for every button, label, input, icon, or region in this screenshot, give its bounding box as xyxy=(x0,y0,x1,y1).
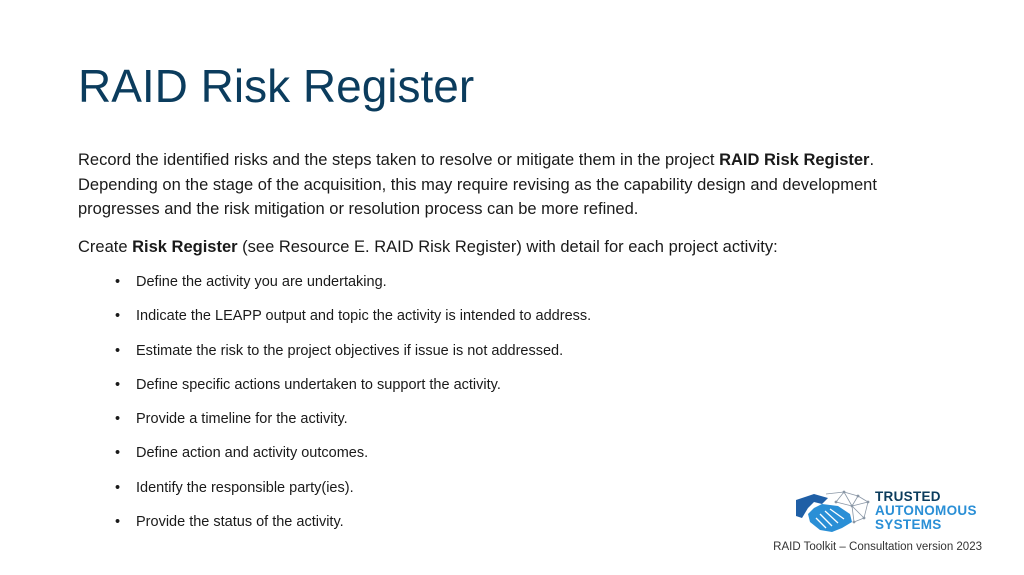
bullet-text: Estimate the risk to the project objectives if issue is not addressed. xyxy=(136,342,564,359)
list-item xyxy=(112,478,591,512)
handshake-network-icon xyxy=(792,488,872,536)
bullet-text: Define action and activity outcomes. xyxy=(136,445,369,462)
logo-line-trusted: TRUSTED xyxy=(875,489,941,504)
trusted-autonomous-systems-logo xyxy=(792,488,992,538)
bullet-icon: • xyxy=(115,445,121,462)
activity-bullet-list xyxy=(112,272,591,546)
create-paragraph xyxy=(78,235,958,259)
bullet-text: Indicate the LEAPP output and topic the activity is intended to address. xyxy=(136,308,592,325)
logo-wordmark xyxy=(875,490,977,532)
create-text-1: Create xyxy=(78,238,133,256)
bullet-icon: • xyxy=(115,308,121,325)
bullet-icon: • xyxy=(115,342,121,359)
list-item xyxy=(112,341,591,375)
bullet-text: Define the activity you are undertaking. xyxy=(136,274,387,290)
footer-caption: RAID Toolkit – Consultation version 2023 xyxy=(773,541,982,553)
slide-title: RAID Risk Register xyxy=(78,60,475,112)
list-item xyxy=(112,272,591,306)
bullet-text: Define specific actions undertaken to support the activity. xyxy=(136,376,501,393)
intro-text-2: . Depending on the stage of the acquisition, this may require revising as the capability design and development progresses and the risk mitigation or resolution process can be more refined. xyxy=(78,151,877,218)
list-item xyxy=(112,375,591,409)
bullet-icon: • xyxy=(115,274,121,290)
bullet-text: Identify the responsible party(ies). xyxy=(136,479,354,496)
create-text-2: (see Resource E. RAID Risk Register) with detail for each project activity: xyxy=(237,238,778,256)
intro-bold: RAID Risk Register xyxy=(719,151,870,169)
list-item xyxy=(112,306,591,340)
list-item xyxy=(112,512,591,546)
bullet-icon: • xyxy=(115,376,121,393)
bullet-text: Provide a timeline for the activity. xyxy=(136,411,348,428)
list-item xyxy=(112,409,591,443)
bullet-text: Provide the status of the activity. xyxy=(136,514,344,531)
intro-paragraph xyxy=(78,148,958,222)
logo-line-autonomous: AUTONOMOUS xyxy=(875,503,977,518)
logo-line-systems: SYSTEMS xyxy=(875,517,942,532)
bullet-icon: • xyxy=(115,514,121,531)
bullet-icon: • xyxy=(115,479,121,496)
list-item xyxy=(112,443,591,477)
create-bold: Risk Register xyxy=(132,238,238,256)
intro-text-1: Record the identified risks and the steps taken to resolve or mitigate them in the project xyxy=(78,151,720,169)
bullet-icon: • xyxy=(115,411,121,428)
